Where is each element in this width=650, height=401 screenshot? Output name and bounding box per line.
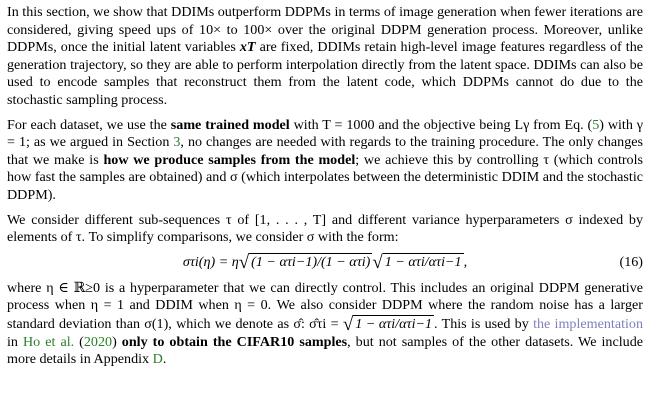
bold-same-model: same trained model	[170, 116, 290, 133]
equation-number: (16)	[619, 253, 643, 270]
paragraph-intro: In this section, we show that DDIMs outperform DDPMs in terms of image generation when fewer iterations are considered, giving speed ups of 10× to 100× over the original DDPM generation process. Moreover, unlike DDPMs, once the initial latent variables xT are fixed, DDIMs retain high-level image features regardless of the generation trajectory, so they are able to perform interpolation directly from the latent space. DDIMs can also be used to encode samples that reconstruct them from the latent code, which DDPMs cannot do due to the stochastic sampling process.	[7, 4, 644, 108]
bold-cifar: only to obtain the CIFAR10 samples	[121, 333, 348, 350]
paragraph-subsequences: We consider different sub-sequences τ of [1, . . . , T] and different variance hyperparameters σ indexed by elements of τ. To simplify comparisons, we consider σ with the form:	[7, 211, 643, 246]
bold-sampling: how we produce samples from the model	[103, 151, 356, 168]
paragraph-eta: where η ∈ ℝ≥0 is a hyperparameter that we can directly control. This includes an original DDPM generative process when η = 1 and DDIM when η = 0. We also consider DDPM where the random noise has a larger standard deviation than σ(1), which we denote as σ̂: σ̂τi = √ 1 − ατi/ατi−1 . This is used by the implementation in Ho et al. (2020) only to obtain the CIFAR10 samples, but not samples of the other datasets. We include more details in Appendix D.	[7, 279, 644, 368]
equation-ref-link[interactable]: 5	[592, 116, 600, 133]
citation-ho-link[interactable]: Ho et al.	[23, 333, 75, 350]
equation-16	[7, 248, 643, 276]
paragraph-setup: For each dataset, we use the same trained model with T = 1000 and the objective being Lγ from Eq. (5) with γ = 1; as we argued in Section 3, no changes are needed with regards to the training procedure. The only changes that we make is how we produce samples from the model; we achieve this by controlling τ (which controls how fast the samples are obtained) and σ (which interpolates between the deterministic DDIM and the stochastic DDPM).	[7, 116, 644, 203]
appendix-ref-link[interactable]: D	[152, 351, 163, 368]
latent-variable: xT	[239, 39, 256, 56]
equation-body: στi(η) = η√ (1 − ατi−1)/(1 − ατi) √ 1 − ατi/ατi−1 ,	[182, 251, 468, 273]
section-ref-link[interactable]: 3	[173, 134, 181, 151]
implementation-link[interactable]: the implementation	[533, 315, 644, 332]
citation-year-link[interactable]: 2020	[83, 333, 113, 350]
